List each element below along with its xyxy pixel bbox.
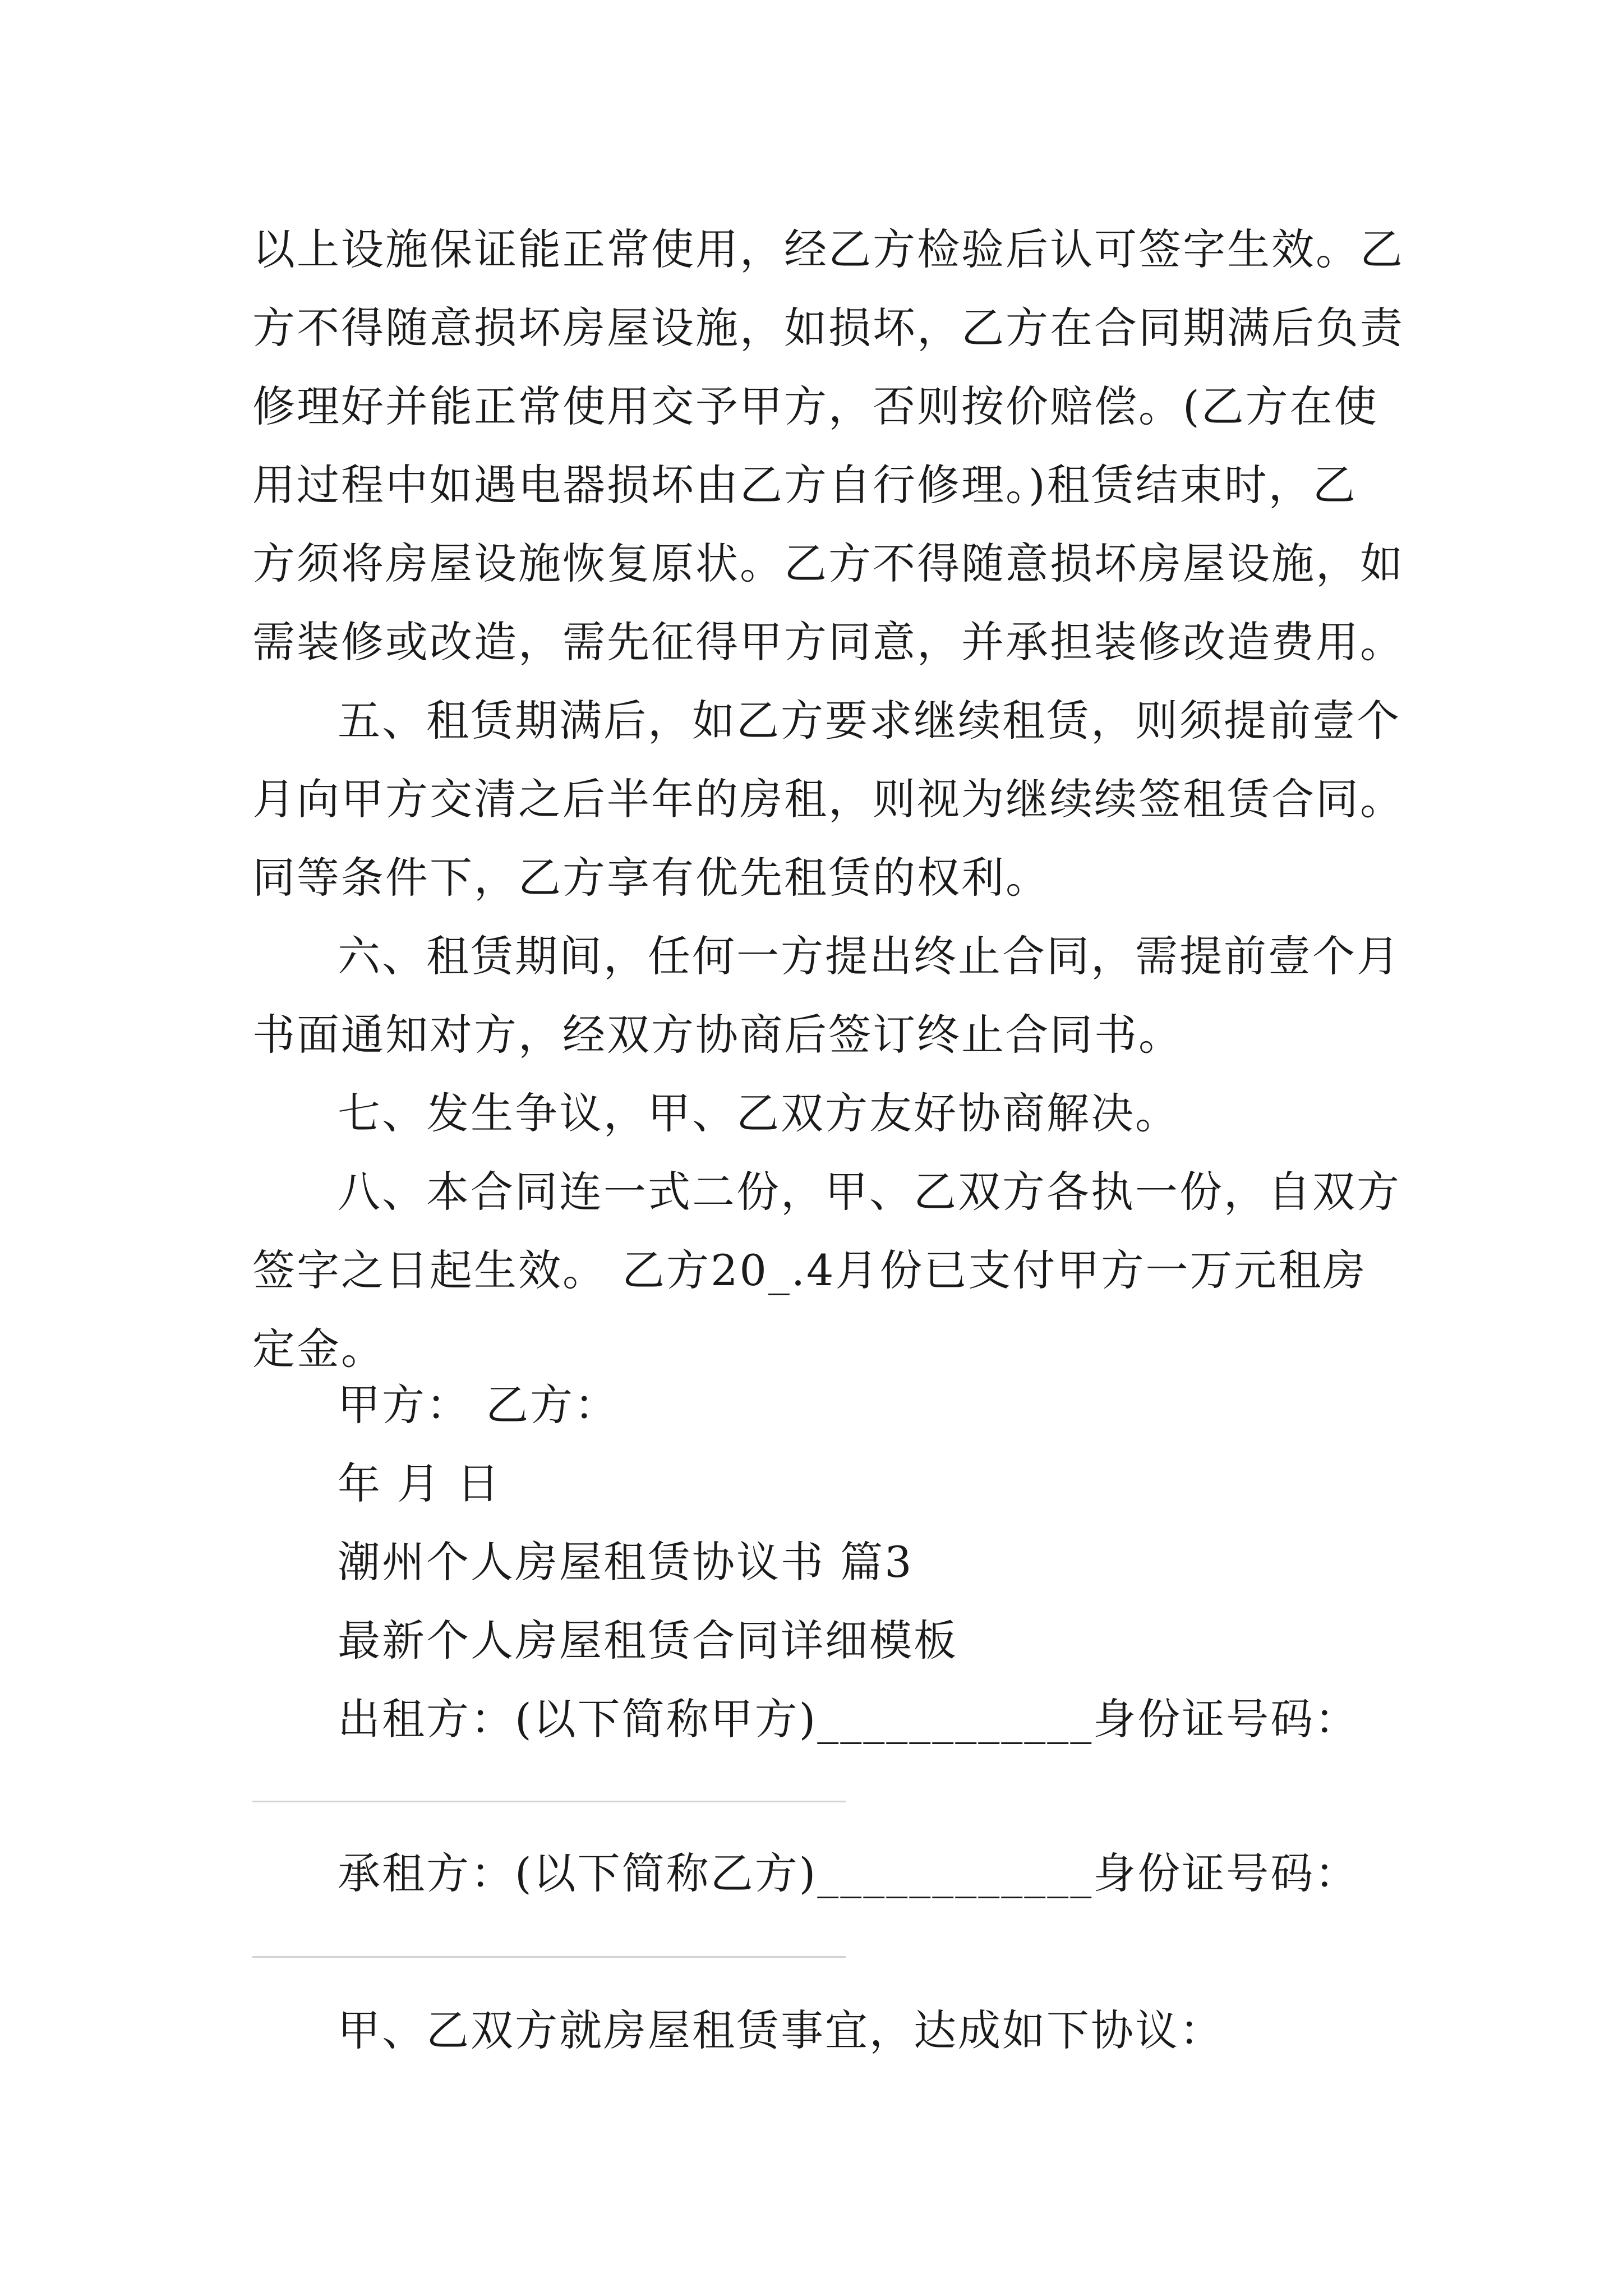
lessee-id-blank-rule <box>252 1956 846 1958</box>
signature-text: 甲方： 乙方： <box>338 1380 619 1430</box>
text-line: 以上设施保证能正常使用，经乙方检验后认可签字生效。乙 <box>252 224 1404 274</box>
text-line: 七、发生争议，甲、乙双方友好协商解决。 <box>338 1088 1179 1138</box>
date-text: 年 月 日 <box>338 1458 501 1508</box>
lessor-id-blank-rule <box>252 1801 846 1802</box>
text-line: 用过程中如遇电器损坏由乙方自行修理。)租赁结束时，乙 <box>252 460 1357 510</box>
text-line: 方不得随意损坏房屋设施，如损坏，乙方在合同期满后负责 <box>252 303 1404 353</box>
section-heading <box>252 1523 1396 1602</box>
section-heading-text: 潮州个人房屋租赁协议书 篇3 <box>338 1537 914 1587</box>
text-line: 修理好并能正常使用交予甲方，否则按价赔偿。(乙方在使 <box>252 381 1378 431</box>
agreement-intro-text: 甲、乙双方就房屋租赁事宜，达成如下协议： <box>338 2005 1224 2055</box>
lessor-text: 出租方：(以下简称甲方)____________身份证号码： <box>338 1694 1359 1744</box>
text-line: 需装修或改造，需先征得甲方同意，并承担装修改造费用。 <box>252 617 1404 667</box>
template-title-text: 最新个人房屋租赁合同详细模板 <box>338 1616 958 1665</box>
text-line: 八、本合同连一式二份，甲、乙双方各执一份，自双方 <box>338 1167 1401 1217</box>
signature-line <box>252 1366 1396 1444</box>
lessee-line <box>252 1834 1396 1913</box>
template-title <box>252 1602 1396 1680</box>
text-line: 方须将房屋设施恢复原状。乙方不得随意损坏房屋设施，如 <box>252 539 1404 588</box>
text-line: 月向甲方交清之后半年的房租，则视为继续续签租赁合同。 <box>252 774 1404 824</box>
agreement-intro <box>252 1991 1396 2070</box>
text-line: 定金。 <box>252 1324 385 1374</box>
clause-5 <box>252 682 1404 917</box>
text-line: 六、租赁期间，任何一方提出终止合同，需提前壹个月 <box>338 931 1401 981</box>
text-line: 五、租赁期满后，如乙方要求继续租赁，则须提前壹个 <box>338 696 1401 746</box>
text-line: 书面通知对方，经双方协商后签订终止合同书。 <box>252 1010 1183 1060</box>
lessor-line <box>252 1680 1396 1759</box>
text-line: 签字之日起生效。 乙方20_.4月份已支付甲方一万元租房 <box>252 1245 1367 1295</box>
date-line <box>252 1444 1396 1523</box>
text-line: 同等条件下，乙方享有优先租赁的权利。 <box>252 853 1050 903</box>
clause-4-continued <box>252 210 1404 682</box>
clause-7 <box>252 1074 1396 1153</box>
clause-8 <box>252 1153 1401 1388</box>
lessee-text: 承租方：(以下简称乙方)____________身份证号码： <box>338 1848 1359 1898</box>
clause-6 <box>252 917 1401 1074</box>
